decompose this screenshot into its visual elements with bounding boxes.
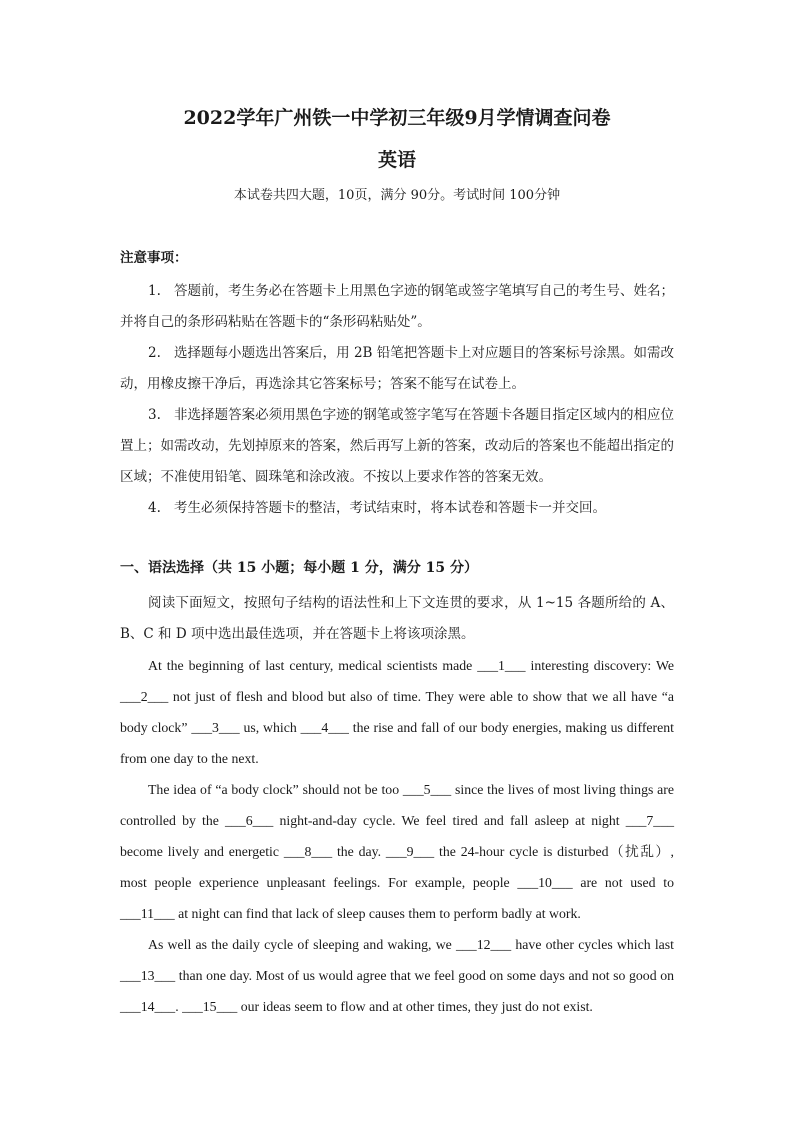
note-number: 4. [148, 500, 161, 516]
note-text: 非选择题答案必须用黑色字迹的钢笔或签字笔写在答题卡各题目指定区域内的相应位置上；如需改动，先划掉原来的答案，然后再写上新的答案，改动后的答案也不能超出指定的区域；不准使用铅笔、圆珠笔和涂改液。不按以上要求作答的答案无效。 [120, 407, 674, 485]
notes-list [120, 276, 674, 524]
passage [120, 650, 674, 1022]
section-instruction-block [120, 588, 674, 650]
note-item [120, 338, 674, 400]
exam-title: 2022学年广州铁一中学初三年级9月学情调查问卷 [183, 107, 611, 129]
passage-paragraph: At the beginning of last century, medical scientists made ___1___ interesting discovery: We ___2___ not just of flesh and blood but also of time. They were able to show that we all have “a body clock” ___3___ us, which ___4___ the rise and fall of our body energies, making us different from one day to the next. [120, 658, 674, 766]
passage-paragraph: The idea of “a body clock” should not be too ___5___ since the lives of most living things are controlled by the ___6___ night-and-day cycle. We feel tired and fall asleep at night ___7___ become lively and energetic ___8___ the day. ___9___ the 24-hour cycle is disturbed（扰乱）, most people experience unpleasant feelings. For example, people ___10___ are not used to ___11___ at night can find that lack of sleep causes them to perform badly at work. [120, 782, 674, 921]
note-number: 1. [148, 283, 161, 299]
exam-info: 本试卷共四大题，10页，满分 90分。考试时间 100分钟 [233, 188, 561, 203]
note-item [120, 276, 674, 338]
note-number: 2. [148, 345, 161, 361]
note-text: 考生必须保持答题卡的整洁，考试结束时，将本试卷和答题卡一并交回。 [174, 500, 606, 516]
subject-title: 英语 [377, 149, 416, 171]
note-item [120, 493, 674, 524]
note-text: 选择题每小题选出答案后，用 2B 铅笔把答题卡上对应题目的答案标号涂黑。如需改动，用橡皮擦干净后，再选涂其它答案标号；答案不能写在试卷上。 [120, 345, 674, 392]
note-number: 3. [148, 407, 161, 423]
note-text: 答题前，考生务必在答题卡上用黑色字迹的钢笔或签字笔填写自己的考生号、姓名；并将自己的条形码粘贴在答题卡的“条形码粘贴处”。 [120, 283, 674, 330]
notes-heading: 注意事项： [120, 250, 188, 266]
section-title: 一、语法选择（共 15 小题；每小题 1 分，满分 15 分） [120, 560, 478, 576]
note-item [120, 400, 674, 493]
section-instruction: 阅读下面短文，按照句子结构的语法性和上下文连贯的要求，从 1~15 各题所给的 A、B、C 和 D 项中选出最佳选项，并在答题卡上将该项涂黑。 [120, 595, 674, 642]
passage-paragraph: As well as the daily cycle of sleeping and waking, we ___12___ have other cycles which last ___13___ than one day. Most of us would agree that we feel good on some days and not so good on ___14___. ___15___ our ideas seem to flow and at other times, they just do not exist. [120, 937, 674, 1014]
